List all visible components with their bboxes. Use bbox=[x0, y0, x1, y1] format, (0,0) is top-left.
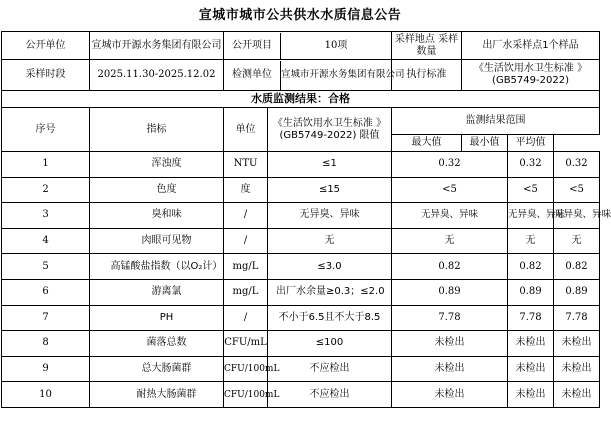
std-value: 《生活饮用水卫生标准 》 (GB5749-2022) bbox=[462, 60, 600, 91]
period-value: 2025.11.30-2025.12.02 bbox=[90, 60, 224, 91]
result-title: 水质监测结果：合格 bbox=[2, 91, 600, 108]
row-indicator: 高锰酸盐指数（以O₂计） bbox=[90, 254, 224, 280]
table-row bbox=[2, 305, 600, 331]
row-min: 未检出 bbox=[508, 356, 554, 382]
row-no: 6 bbox=[2, 279, 90, 305]
info-row-1 bbox=[2, 32, 600, 60]
header-limit: 《生活饮用水卫生标准 》 (GB5749-2022) 限值 bbox=[268, 108, 392, 152]
water-quality-table bbox=[1, 31, 611, 408]
row-min: 7.78 bbox=[508, 305, 554, 331]
row-unit: mg/L bbox=[224, 254, 268, 280]
row-indicator: 臭和味 bbox=[90, 203, 224, 229]
row-unit: mg/L bbox=[224, 279, 268, 305]
row-min: 0.82 bbox=[508, 254, 554, 280]
row-indicator: 菌落总数 bbox=[90, 331, 224, 357]
row-max: 未检出 bbox=[392, 382, 508, 408]
row-max: 未检出 bbox=[392, 356, 508, 382]
row-limit: 不小于6.5且不大于8.5 bbox=[268, 305, 392, 331]
unit-label: 公开单位 bbox=[2, 32, 90, 60]
row-avg: 0.32 bbox=[554, 152, 600, 178]
table-row bbox=[2, 203, 600, 229]
row-max: 无 bbox=[392, 228, 508, 254]
header-min: 最小值 bbox=[462, 135, 508, 152]
row-max: 未检出 bbox=[392, 331, 508, 357]
info-row-2 bbox=[2, 60, 600, 91]
row-avg: 无异臭、异味 bbox=[554, 203, 600, 229]
items-label: 公开项目 bbox=[224, 33, 281, 59]
row-limit: ≤3.0 bbox=[268, 254, 392, 280]
row-limit: ≤100 bbox=[268, 331, 392, 357]
table-row bbox=[2, 254, 600, 280]
row-min: 0.32 bbox=[508, 152, 554, 178]
row-avg: 未检出 bbox=[554, 382, 600, 408]
row-min: 0.89 bbox=[508, 279, 554, 305]
row-unit: / bbox=[224, 305, 268, 331]
row-min: 无 bbox=[508, 228, 554, 254]
row-limit: 不应检出 bbox=[268, 356, 392, 382]
row-avg: 0.89 bbox=[554, 279, 600, 305]
header-max: 最大值 bbox=[392, 135, 462, 152]
row-limit: 出厂水余量≥0.3；≤2.0 bbox=[268, 279, 392, 305]
row-no: 4 bbox=[2, 228, 90, 254]
row-no: 7 bbox=[2, 305, 90, 331]
row-unit: 度 bbox=[224, 177, 268, 203]
row-max: 无异臭、异味 bbox=[392, 203, 508, 229]
row-indicator: 肉眼可见物 bbox=[90, 228, 224, 254]
row-min: 未检出 bbox=[508, 382, 554, 408]
row-unit: CFU/mL bbox=[224, 331, 268, 357]
row-avg: 0.82 bbox=[554, 254, 600, 280]
data-rows bbox=[2, 152, 611, 408]
row-avg: 未检出 bbox=[554, 331, 600, 357]
row-avg: 未检出 bbox=[554, 356, 600, 382]
row-indicator: 色度 bbox=[90, 177, 224, 203]
table-row bbox=[2, 331, 600, 357]
header-row-1 bbox=[2, 108, 600, 135]
row-indicator: 耐热大肠菌群 bbox=[90, 382, 224, 408]
row-no: 3 bbox=[2, 203, 90, 229]
row-max: 0.82 bbox=[392, 254, 508, 280]
row-no: 1 bbox=[2, 152, 90, 178]
row-no: 10 bbox=[2, 382, 90, 408]
row-unit: NTU bbox=[224, 152, 268, 178]
row-avg: <5 bbox=[554, 177, 600, 203]
row-avg: 7.78 bbox=[554, 305, 600, 331]
table-row bbox=[2, 228, 600, 254]
row-no: 9 bbox=[2, 356, 90, 382]
row-unit: / bbox=[224, 228, 268, 254]
row-limit: 无 bbox=[268, 228, 392, 254]
row-max: 0.32 bbox=[392, 152, 508, 178]
row-limit: 不应检出 bbox=[268, 382, 392, 408]
page-title: 宣城市城市公共供水水质信息公告 bbox=[198, 8, 402, 23]
period-label: 采样时段 bbox=[2, 60, 90, 91]
table-row bbox=[2, 356, 600, 382]
row-no: 8 bbox=[2, 331, 90, 357]
table-row bbox=[2, 152, 600, 178]
table-row bbox=[2, 279, 600, 305]
row-min: 未检出 bbox=[508, 331, 554, 357]
row-max: <5 bbox=[392, 177, 508, 203]
result-row bbox=[2, 91, 600, 108]
row-no: 2 bbox=[2, 177, 90, 203]
row-unit: CFU/100mL bbox=[224, 356, 268, 382]
lab-label: 检测单位 bbox=[224, 61, 281, 90]
items-value: 10项 bbox=[324, 39, 348, 51]
header-no: 序号 bbox=[2, 108, 90, 152]
points-label: 采样地点 采样数量 bbox=[392, 32, 462, 60]
row-unit: / bbox=[224, 203, 268, 229]
header-range: 监测结果范围 bbox=[392, 108, 600, 135]
header-indicator: 指标 bbox=[90, 108, 224, 152]
points-value: 出厂水采样点1个样品 bbox=[462, 32, 600, 60]
row-limit: 无异臭、异味 bbox=[268, 203, 392, 229]
row-avg: 无 bbox=[554, 228, 600, 254]
row-indicator: 总大肠菌群 bbox=[90, 356, 224, 382]
row-no: 5 bbox=[2, 254, 90, 280]
row-min: 无异臭、异味 bbox=[508, 203, 554, 229]
row-indicator: 游离氯 bbox=[90, 279, 224, 305]
row-limit: ≤15 bbox=[268, 177, 392, 203]
table-row bbox=[2, 382, 600, 408]
header-unit: 单位 bbox=[224, 108, 268, 152]
row-unit: CFU/100mL bbox=[224, 382, 268, 408]
row-max: 7.78 bbox=[392, 305, 508, 331]
row-max: 0.89 bbox=[392, 279, 508, 305]
table-row bbox=[2, 177, 600, 203]
unit-value: 宣城市开源水务集团有限公司 bbox=[90, 32, 224, 60]
row-limit: ≤1 bbox=[268, 152, 392, 178]
row-indicator: 浑浊度 bbox=[90, 152, 224, 178]
std-label: 执行标准 bbox=[392, 60, 462, 91]
row-min: <5 bbox=[508, 177, 554, 203]
header-avg: 平均值 bbox=[508, 135, 554, 152]
row-indicator: PH bbox=[90, 305, 224, 331]
lab-value: 宣城市开源水务集团有限公司 bbox=[281, 69, 405, 80]
